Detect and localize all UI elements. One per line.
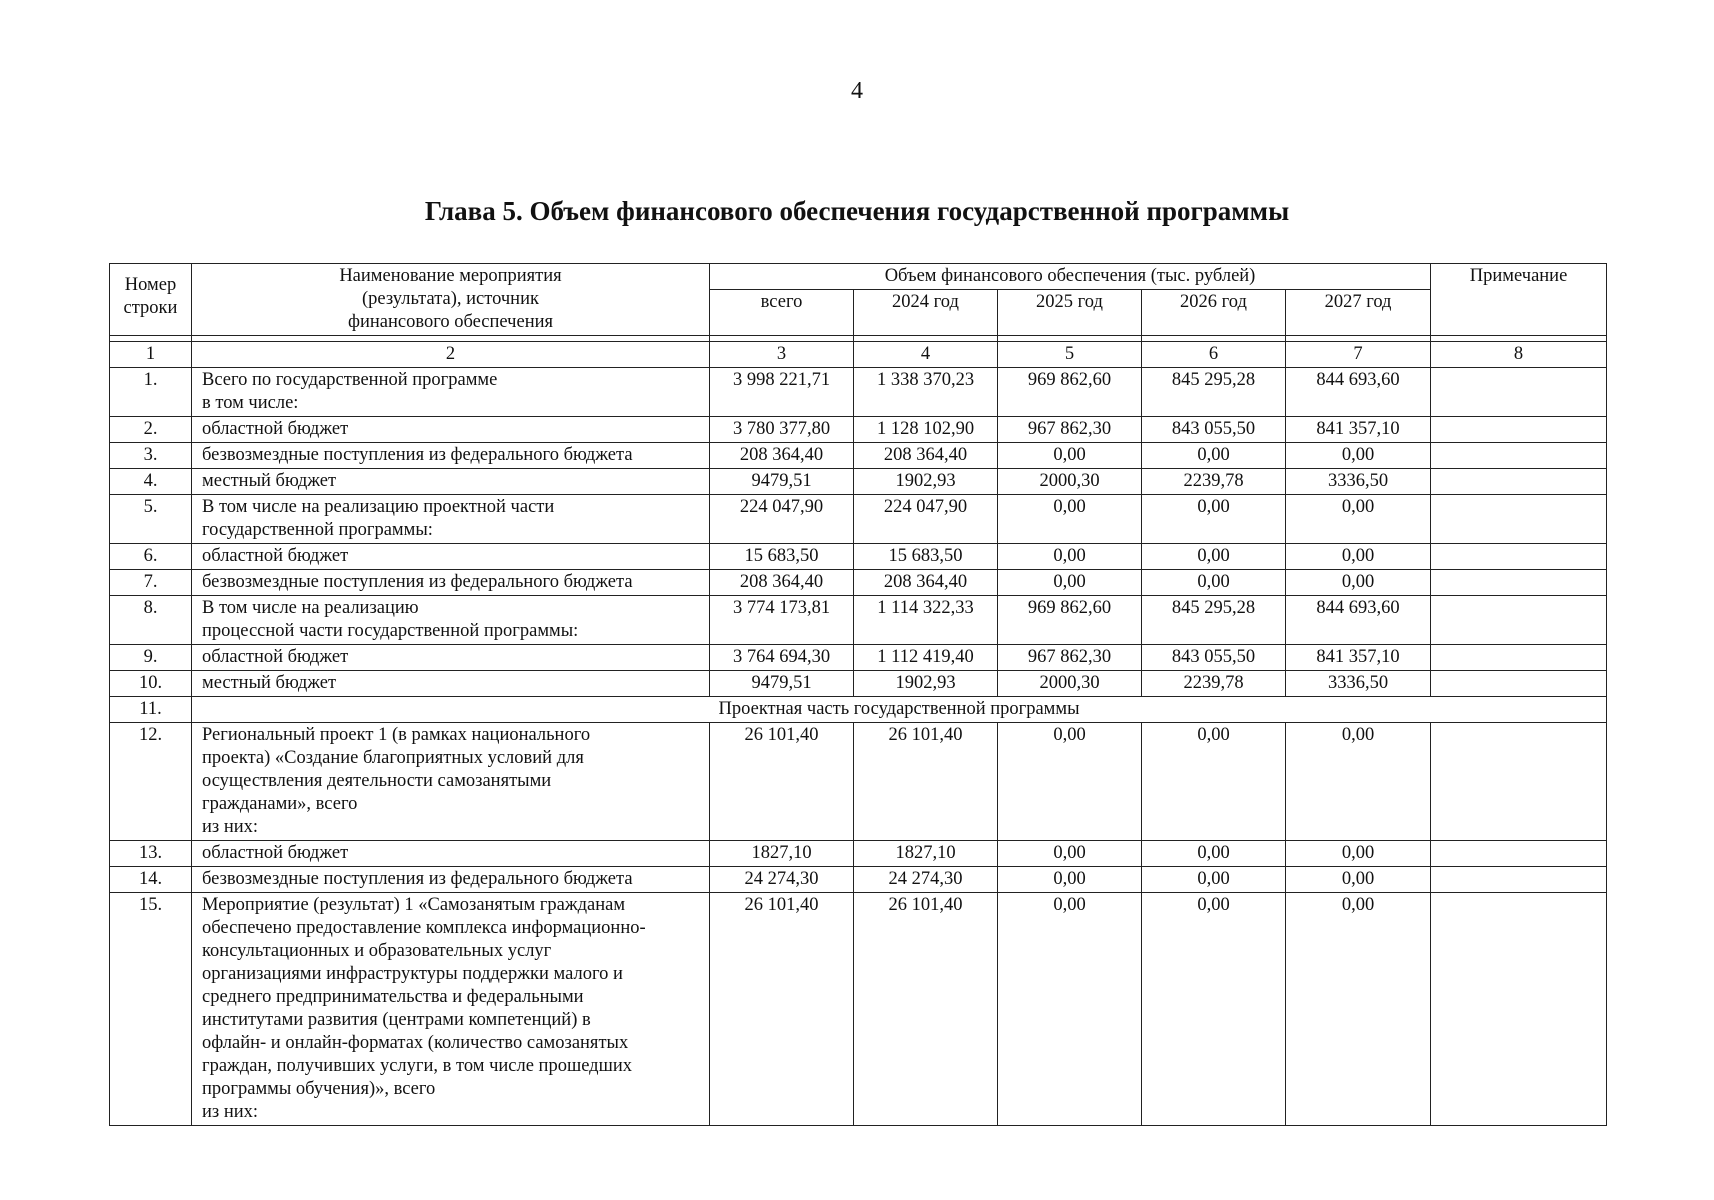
header-note: Примечание	[1431, 264, 1607, 336]
value-2027: 0,00	[1286, 723, 1431, 841]
value-2027: 0,00	[1286, 570, 1431, 596]
value-2025: 969 862,60	[998, 368, 1142, 417]
row-number: 12.	[110, 723, 192, 841]
column-number: 6	[1142, 342, 1286, 368]
value-2026: 0,00	[1142, 544, 1286, 570]
page-number: 4	[851, 78, 863, 104]
row-number: 10.	[110, 671, 192, 697]
header-2026: 2026 год	[1142, 290, 1286, 336]
header-2025: 2025 год	[998, 290, 1142, 336]
row-number: 3.	[110, 443, 192, 469]
value-2025: 0,00	[998, 443, 1142, 469]
row-note	[1431, 645, 1607, 671]
row-number: 6.	[110, 544, 192, 570]
table-row	[110, 544, 1607, 570]
value-2026: 843 055,50	[1142, 417, 1286, 443]
value-2026: 0,00	[1142, 495, 1286, 544]
row-note	[1431, 495, 1607, 544]
row-number: 14.	[110, 867, 192, 893]
value-2025: 967 862,30	[998, 417, 1142, 443]
row-name: В том числе на реализацию проектной части государственной программы:	[192, 495, 710, 544]
table-row	[110, 570, 1607, 596]
table-row	[110, 443, 1607, 469]
value-total: 9479,51	[710, 671, 854, 697]
value-2025: 2000,30	[998, 469, 1142, 495]
value-2025: 967 862,30	[998, 645, 1142, 671]
financing-table	[109, 263, 1607, 1126]
value-2024: 1827,10	[854, 841, 998, 867]
value-2024: 15 683,50	[854, 544, 998, 570]
row-number: 9.	[110, 645, 192, 671]
value-total: 9479,51	[710, 469, 854, 495]
value-2024: 1902,93	[854, 671, 998, 697]
header-2027: 2027 год	[1286, 290, 1431, 336]
value-2026: 0,00	[1142, 570, 1286, 596]
row-number: 15.	[110, 893, 192, 1126]
section-title: Проектная часть государственной программы	[192, 697, 1607, 723]
row-note	[1431, 893, 1607, 1126]
value-2024: 24 274,30	[854, 867, 998, 893]
value-2026: 845 295,28	[1142, 596, 1286, 645]
value-total: 208 364,40	[710, 443, 854, 469]
value-total: 3 998 221,71	[710, 368, 854, 417]
row-note	[1431, 596, 1607, 645]
row-number: 1.	[110, 368, 192, 417]
value-total: 208 364,40	[710, 570, 854, 596]
value-2027: 0,00	[1286, 544, 1431, 570]
value-2026: 0,00	[1142, 443, 1286, 469]
value-2024: 1 112 419,40	[854, 645, 998, 671]
row-note	[1431, 417, 1607, 443]
value-2027: 0,00	[1286, 495, 1431, 544]
header-name: Наименование мероприятия (результата), источник финансового обеспечения	[192, 264, 710, 336]
row-name: Всего по государственной программе в том числе:	[192, 368, 710, 417]
value-2026: 845 295,28	[1142, 368, 1286, 417]
value-2025: 0,00	[998, 570, 1142, 596]
row-number: 7.	[110, 570, 192, 596]
value-2027: 841 357,10	[1286, 417, 1431, 443]
value-2025: 0,00	[998, 495, 1142, 544]
value-2024: 208 364,40	[854, 570, 998, 596]
value-2024: 224 047,90	[854, 495, 998, 544]
column-number: 4	[854, 342, 998, 368]
row-note	[1431, 368, 1607, 417]
row-name: местный бюджет	[192, 469, 710, 495]
value-2026: 0,00	[1142, 867, 1286, 893]
value-2027: 0,00	[1286, 841, 1431, 867]
value-2027: 0,00	[1286, 867, 1431, 893]
value-total: 26 101,40	[710, 893, 854, 1126]
column-number: 7	[1286, 342, 1431, 368]
value-2026: 0,00	[1142, 893, 1286, 1126]
row-number: 8.	[110, 596, 192, 645]
header-2024: 2024 год	[854, 290, 998, 336]
section-row	[110, 697, 1607, 723]
value-2025: 0,00	[998, 893, 1142, 1126]
row-number: 11.	[110, 697, 192, 723]
value-total: 1827,10	[710, 841, 854, 867]
table-row	[110, 596, 1607, 645]
value-2024: 1 114 322,33	[854, 596, 998, 645]
header-total: всего	[710, 290, 854, 336]
value-2026: 0,00	[1142, 723, 1286, 841]
table-row	[110, 469, 1607, 495]
value-total: 224 047,90	[710, 495, 854, 544]
chapter-title: Глава 5. Объем финансового обеспечения государственной программы	[424, 196, 1290, 226]
value-2024: 1 128 102,90	[854, 417, 998, 443]
value-2027: 3336,50	[1286, 469, 1431, 495]
value-2024: 1902,93	[854, 469, 998, 495]
row-note	[1431, 570, 1607, 596]
row-number: 2.	[110, 417, 192, 443]
value-2027: 844 693,60	[1286, 368, 1431, 417]
column-number: 1	[110, 342, 192, 368]
value-2024: 26 101,40	[854, 723, 998, 841]
value-2027: 3336,50	[1286, 671, 1431, 697]
row-name: областной бюджет	[192, 645, 710, 671]
column-number: 3	[710, 342, 854, 368]
row-note	[1431, 544, 1607, 570]
table-row	[110, 723, 1607, 841]
row-name: безвозмездные поступления из федерального бюджета	[192, 443, 710, 469]
row-name: Региональный проект 1 (в рамках национального проекта) «Создание благоприятных условий для осуществления деятельности самозанятыми гражданами», всего из них:	[192, 723, 710, 841]
column-number: 8	[1431, 342, 1607, 368]
value-2024: 208 364,40	[854, 443, 998, 469]
value-2027: 0,00	[1286, 443, 1431, 469]
table-row	[110, 893, 1607, 1126]
value-2025: 0,00	[998, 723, 1142, 841]
table-row	[110, 841, 1607, 867]
row-note	[1431, 469, 1607, 495]
value-2027: 844 693,60	[1286, 596, 1431, 645]
row-number: 13.	[110, 841, 192, 867]
table-row	[110, 867, 1607, 893]
value-total: 3 774 173,81	[710, 596, 854, 645]
column-number-row	[110, 342, 1607, 368]
value-2025: 969 862,60	[998, 596, 1142, 645]
value-2027: 0,00	[1286, 893, 1431, 1126]
row-name: Мероприятие (результат) 1 «Самозанятым гражданам обеспечено предоставление комплекса информационно- консультационных и образовательных услуг организациями инфраструктуры поддержки малого и среднего предпринимательства и федеральными институтами развития (центрами компетенций) в офлайн- и онлайн-форматах (количество самозанятых граждан, получивших услуги, в том числе прошедших программы обучения)», всего из них:	[192, 893, 710, 1126]
value-total: 3 764 694,30	[710, 645, 854, 671]
table-row	[110, 645, 1607, 671]
row-name: безвозмездные поступления из федерального бюджета	[192, 570, 710, 596]
row-name: областной бюджет	[192, 417, 710, 443]
row-name: областной бюджет	[192, 544, 710, 570]
value-total: 15 683,50	[710, 544, 854, 570]
header-row-no: Номер строки	[110, 264, 192, 336]
row-number: 5.	[110, 495, 192, 544]
value-2026: 2239,78	[1142, 469, 1286, 495]
row-note	[1431, 841, 1607, 867]
row-name: безвозмездные поступления из федерального бюджета	[192, 867, 710, 893]
value-2025: 0,00	[998, 841, 1142, 867]
row-name: местный бюджет	[192, 671, 710, 697]
value-2027: 841 357,10	[1286, 645, 1431, 671]
header-volume: Объем финансового обеспечения (тыс. рублей)	[710, 264, 1431, 290]
value-2026: 843 055,50	[1142, 645, 1286, 671]
row-name: областной бюджет	[192, 841, 710, 867]
row-note	[1431, 723, 1607, 841]
row-note	[1431, 867, 1607, 893]
value-2025: 0,00	[998, 867, 1142, 893]
column-number: 5	[998, 342, 1142, 368]
value-total: 3 780 377,80	[710, 417, 854, 443]
table-row	[110, 417, 1607, 443]
table-row	[110, 495, 1607, 544]
column-number: 2	[192, 342, 710, 368]
table-row	[110, 671, 1607, 697]
value-total: 26 101,40	[710, 723, 854, 841]
value-2026: 0,00	[1142, 841, 1286, 867]
row-note	[1431, 671, 1607, 697]
row-name: В том числе на реализацию процессной части государственной программы:	[192, 596, 710, 645]
row-note	[1431, 443, 1607, 469]
value-total: 24 274,30	[710, 867, 854, 893]
value-2024: 1 338 370,23	[854, 368, 998, 417]
value-2025: 0,00	[998, 544, 1142, 570]
value-2026: 2239,78	[1142, 671, 1286, 697]
row-number: 4.	[110, 469, 192, 495]
table-row	[110, 368, 1607, 417]
value-2024: 26 101,40	[854, 893, 998, 1126]
value-2025: 2000,30	[998, 671, 1142, 697]
